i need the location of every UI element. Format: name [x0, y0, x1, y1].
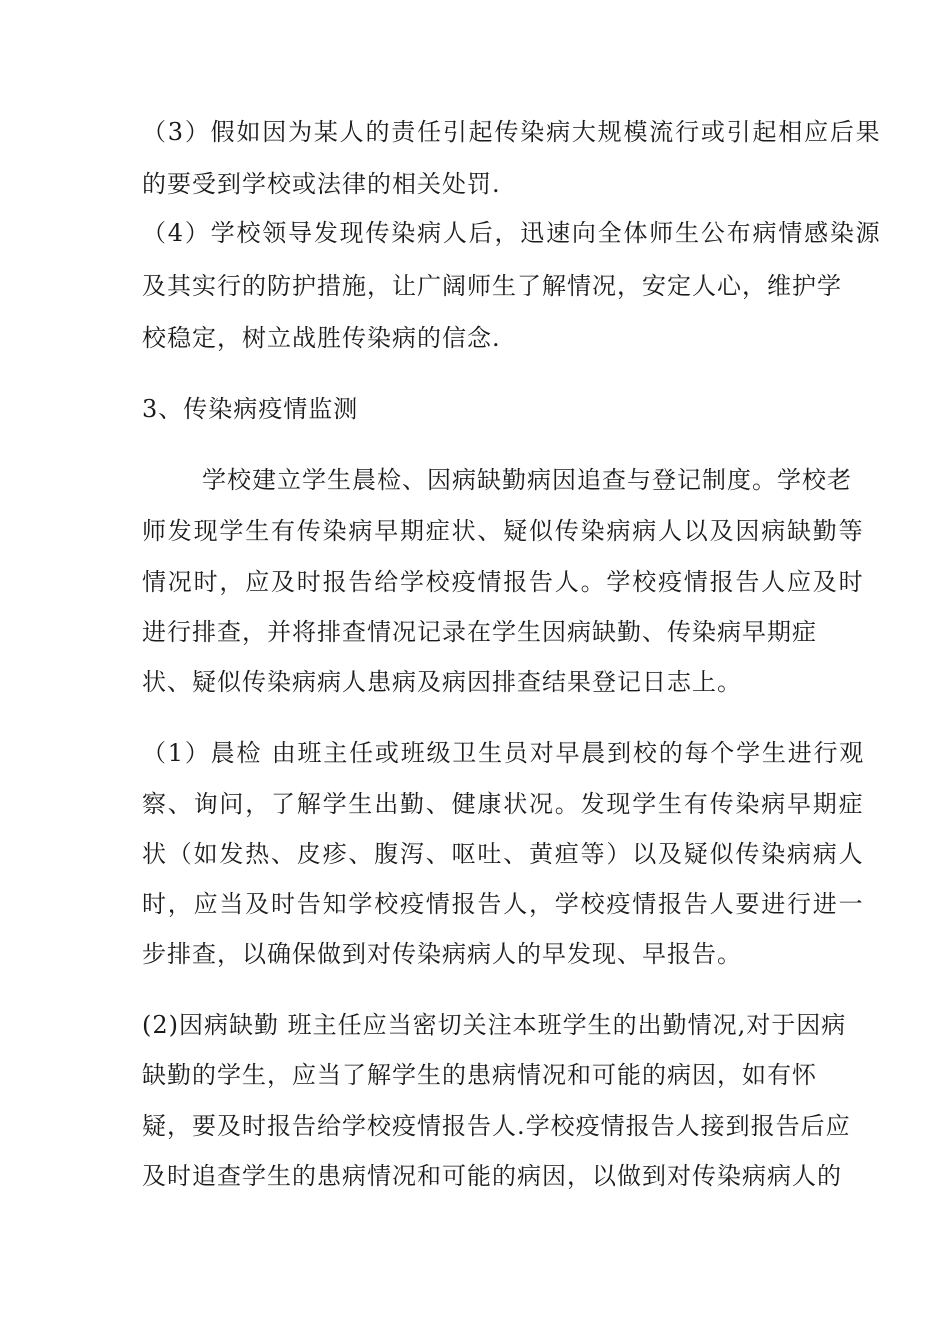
- paragraph-line: （3）假如因为某人的责任引起传染病大规模流行或引起相应后果: [142, 118, 882, 146]
- paragraph-line: (2)因病缺勤 班主任应当密切关注本班学生的出勤情况,对于因病: [142, 1011, 847, 1039]
- paragraph-line: 状、疑似传染病病人患病及病因排查结果登记日志上。: [142, 668, 742, 696]
- section-heading: 3、传染病疫情监测: [142, 395, 359, 423]
- paragraph-line: 及时追查学生的患病情况和可能的病因，以做到对传染病病人的: [142, 1162, 842, 1190]
- paragraph-line: 进行排查，并将排查情况记录在学生因病缺勤、传染病早期症: [142, 618, 817, 646]
- paragraph-line: 师发现学生有传染病早期症状、疑似传染病病人以及因病缺勤等: [142, 517, 865, 545]
- paragraph-line: 的要受到学校或法律的相关处罚.: [142, 170, 501, 198]
- paragraph-line: 学校建立学生晨检、因病缺勤病因追查与登记制度。学校老: [202, 466, 852, 494]
- paragraph-line: 疑，要及时报告给学校疫情报告人.学校疫情报告人接到报告后应: [142, 1112, 851, 1140]
- paragraph-line: 校稳定，树立战胜传染病的信念.: [142, 324, 501, 352]
- paragraph-line: 状（如发热、皮疹、腹泻、呕吐、黄疸等）以及疑似传染病病人: [142, 840, 865, 868]
- paragraph-line: 步排查，以确保做到对传染病病人的早发现、早报告。: [142, 940, 742, 968]
- paragraph-line: 察、询问，了解学生出勤、健康状况。发现学生有传染病早期症: [142, 790, 865, 818]
- paragraph-line: 缺勤的学生，应当了解学生的患病情况和可能的病因，如有怀: [142, 1061, 817, 1089]
- paragraph-line: 情况时，应及时报告给学校疫情报告人。学校疫情报告人应及时: [142, 568, 865, 596]
- paragraph-line: 时，应当及时告知学校疫情报告人，学校疫情报告人要进行进一: [142, 890, 865, 918]
- paragraph-line: （1）晨检 由班主任或班级卫生员对早晨到校的每个学生进行观: [142, 739, 866, 767]
- paragraph-line: （4）学校领导发现传染病人后，迅速向全体师生公布病情感染源: [142, 219, 882, 247]
- paragraph-line: 及其实行的防护措施，让广阔师生了解情况，安定人心，维护学: [142, 272, 842, 300]
